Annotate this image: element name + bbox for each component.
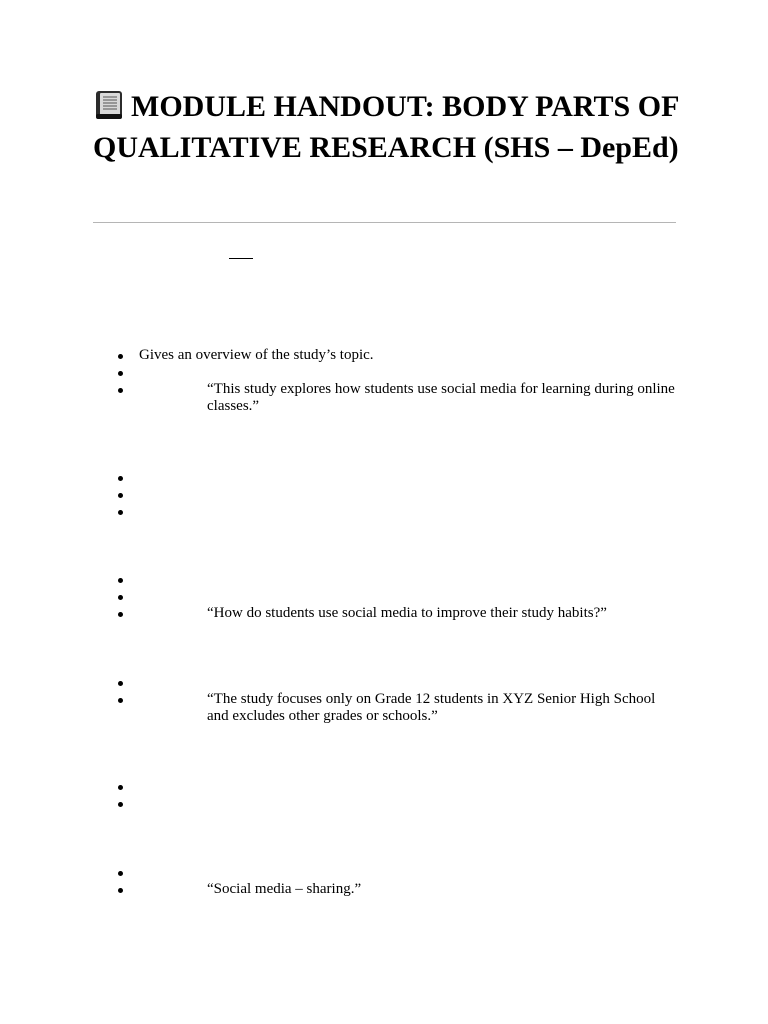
list-item xyxy=(139,588,679,605)
bullet-list-5 xyxy=(139,778,679,812)
list-item xyxy=(139,364,679,381)
bullet-list-3 xyxy=(139,571,679,622)
list-item xyxy=(139,864,679,881)
example-text: “Social media – sharing.” xyxy=(207,881,362,897)
bullet-list-4 xyxy=(139,674,679,725)
horizontal-divider xyxy=(93,222,676,223)
list-item xyxy=(139,486,679,503)
example-text: “The study focuses only on Grade 12 students in XYZ Senior High School and excludes other grades or schools.” xyxy=(207,691,656,724)
page-title-text: MODULE HANDOUT: BODY PARTS OF QUALITATIVE RESEARCH (SHS – DepEd) xyxy=(93,90,679,164)
list-item xyxy=(139,674,679,691)
list-item xyxy=(139,571,679,588)
bullet-list-1 xyxy=(139,347,679,415)
underline-mark xyxy=(229,258,253,259)
list-item xyxy=(139,605,679,622)
list-item xyxy=(139,503,679,520)
list-item xyxy=(139,381,679,415)
example-text: “This study explores how students use social media for learning during online classes.” xyxy=(207,381,675,414)
list-item xyxy=(139,795,679,812)
list-item xyxy=(139,691,679,725)
list-item xyxy=(139,778,679,795)
bullet-list-2 xyxy=(139,469,679,520)
list-item xyxy=(139,469,679,486)
list-item xyxy=(139,881,379,898)
book-icon xyxy=(93,90,125,129)
example-text: “How do students use social media to improve their study habits?” xyxy=(207,605,607,621)
page-title xyxy=(93,88,683,166)
list-item-text: Gives an overview of the study’s topic. xyxy=(139,347,374,363)
list-item xyxy=(139,347,679,364)
bullet-list-6 xyxy=(139,864,679,898)
